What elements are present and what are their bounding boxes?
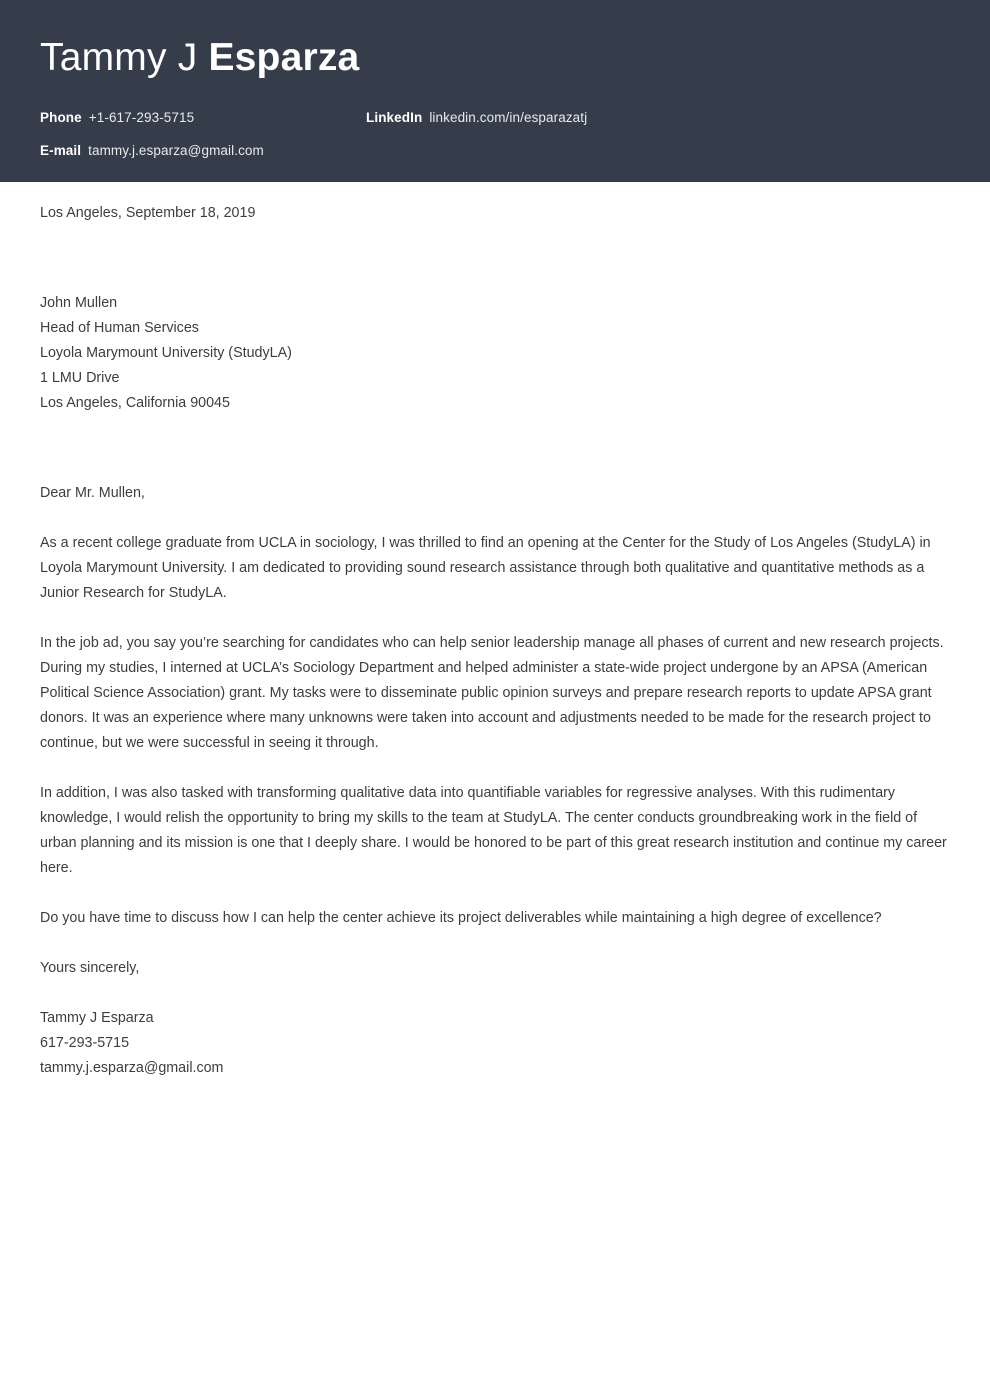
body-paragraph-1: As a recent college graduate from UCLA in sociology, I was thrilled to find an opening at the Center for the Study of Los Angeles (StudyLA) in Loyola Marymount University. I am dedicated to providing sound research assistance through both qualitative and quantitative methods as a Junior Research for StudyLA. — [40, 535, 931, 601]
recipient-street: 1 LMU Drive — [40, 370, 120, 386]
signature-phone: 617-293-5715 — [40, 1035, 130, 1051]
closing-salutation: Yours sincerely, — [40, 960, 140, 976]
recipient-city-state-zip: Los Angeles, California 90045 — [40, 395, 230, 411]
linkedin-value[interactable]: linkedin.com/in/esparazatj — [429, 110, 588, 125]
email-contact — [40, 143, 366, 158]
salutation: Dear Mr. Mullen, — [40, 485, 145, 501]
body-paragraph-2: In the job ad, you say you’re searching for candidates who can help senior leadership manage all phases of current and new research projects. During my studies, I interned at UCLA’s Sociology Department and helped administer a state-wide project undergone by an APSA (American Political Science Association) grant. My tasks were to disseminate public opinion surveys and prepare research reports to update APSA grant donors. It was an experience where many unknowns were taken into account and adjustments needed to be made for the research project to continue, but we were successful in seeing it through. — [40, 635, 944, 751]
body-paragraph-3: In addition, I was also tasked with transforming qualitative data into quantifiable variables for regressive analyses. With this rudimentary knowledge, I would relish the opportunity to bring my skills to the team at StudyLA. The center conducts groundbreaking work in the field of urban planning and its mission is one that I deeply share. I would be honored to be part of this great research institution and continue my career here. — [40, 785, 947, 876]
signature-name: Tammy J Esparza — [40, 1010, 154, 1026]
recipient-address — [40, 291, 950, 416]
contact-details — [40, 110, 950, 176]
page-title — [40, 34, 359, 82]
last-name: Esparza — [208, 36, 360, 79]
phone-label: Phone — [40, 110, 82, 125]
email-label: E-mail — [40, 143, 82, 158]
linkedin-label: LinkedIn — [366, 110, 423, 125]
email-value[interactable]: tammy.j.esparza@gmail.com — [88, 143, 264, 158]
date-line: Los Angeles, September 18, 2019 — [40, 205, 256, 221]
contact-row-secondary — [40, 143, 950, 176]
phone-contact — [40, 110, 366, 125]
signature-block — [40, 1006, 950, 1081]
recipient-organization: Loyola Marymount University (StudyLA) — [40, 345, 292, 361]
recipient-name: John Mullen — [40, 295, 118, 311]
letter-body — [0, 182, 990, 1081]
linkedin-contact — [366, 110, 587, 125]
body-paragraph-4: Do you have time to discuss how I can help the center achieve its project deliverables while maintaining a high degree of excellence? — [40, 910, 882, 926]
phone-value[interactable]: +1-617-293-5715 — [88, 110, 195, 125]
recipient-title: Head of Human Services — [40, 320, 199, 336]
contact-row-primary — [40, 110, 950, 143]
letterhead-header — [0, 0, 990, 182]
first-name: Tammy J — [40, 36, 209, 79]
signature-email: tammy.j.esparza@gmail.com — [40, 1060, 224, 1076]
